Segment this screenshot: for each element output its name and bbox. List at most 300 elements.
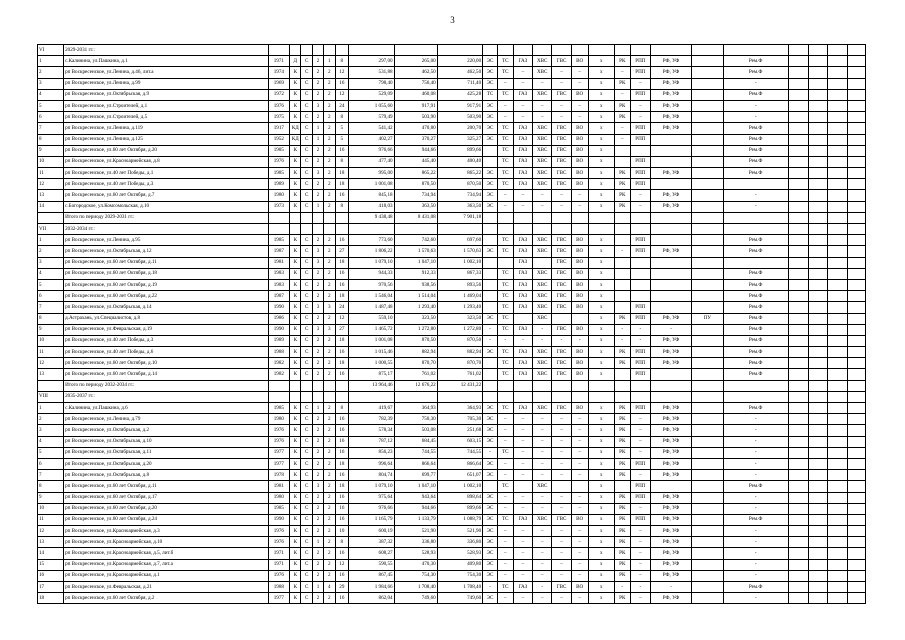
table-cell: рп Воскресенское, ул.60 лет Октября, д.24 [64, 514, 268, 525]
table-cell: ТС [497, 313, 513, 324]
table-row [38, 168, 866, 179]
table-cell: х [588, 582, 614, 593]
table-cell [692, 324, 724, 335]
table-cell: 265,00 [394, 56, 437, 67]
table-cell: 400,40 [437, 156, 482, 167]
table-cell: 24 [335, 100, 349, 111]
table-cell: С [301, 179, 312, 190]
section-title: 2029-2031 гг.: [64, 45, 268, 56]
table-cell [847, 313, 865, 324]
table-cell [828, 492, 847, 503]
table-cell: К [290, 279, 301, 290]
table-cell: 870,70 [437, 358, 482, 369]
table-cell [513, 45, 532, 56]
table-cell: ТС [497, 145, 513, 156]
table-cell: 2 [324, 559, 335, 570]
table-cell: 1975 [268, 112, 290, 123]
table-cell [692, 190, 724, 201]
table-cell: ГВС [552, 89, 571, 100]
table-cell: С [301, 347, 312, 358]
table-cell: рп Воскресенское, ул.Красноармейская, д.7, лит.а [64, 559, 268, 570]
table-cell: РК [614, 470, 630, 481]
table-cell: – [630, 526, 650, 537]
table-cell: РФ, УФ [651, 89, 692, 100]
table-cell: ГВС [552, 347, 571, 358]
table-cell: С [301, 425, 312, 436]
table-cell: 16 [335, 347, 349, 358]
table-cell: 1 293,40 [437, 302, 482, 313]
table-cell [828, 89, 847, 100]
table-cell: 12 [335, 67, 349, 78]
table-cell [614, 156, 630, 167]
table-cell [394, 224, 437, 235]
table-cell [483, 268, 498, 279]
table-cell: – [552, 436, 571, 447]
table-cell: 866,64 [394, 458, 437, 469]
table-cell: 5 [38, 100, 64, 111]
table-cell: – [513, 436, 532, 447]
table-cell [847, 246, 865, 257]
table-cell [513, 224, 532, 235]
table-cell: 1 469,04 [437, 291, 482, 302]
table-cell [828, 526, 847, 537]
table-cell: 1 015,46 [349, 347, 394, 358]
table-cell: х [588, 503, 614, 514]
table-cell [692, 156, 724, 167]
table-cell: 2 [38, 67, 64, 78]
table-cell [614, 302, 630, 313]
table-cell: х [588, 313, 614, 324]
table-row [38, 537, 866, 548]
table-cell: ЭС [483, 403, 498, 414]
table-cell [692, 503, 724, 514]
table-cell: – [497, 425, 513, 436]
table-cell [497, 257, 513, 268]
table-cell [483, 302, 498, 313]
table-cell: 2 [324, 414, 335, 425]
table-cell: - [533, 324, 552, 335]
table-cell: ТС [497, 179, 513, 190]
table-cell [847, 168, 865, 179]
table-cell [651, 369, 692, 380]
table-cell: 3 [38, 78, 64, 89]
table-cell [808, 358, 827, 369]
table-cell: - [723, 593, 788, 604]
table-cell: рп Воскресенское, ул.40 лет Победы, д.3 [64, 335, 268, 346]
table-cell: ЭС [483, 168, 498, 179]
table-cell: ГАЗ [513, 246, 532, 257]
table-cell [788, 112, 808, 123]
table-cell [808, 481, 827, 492]
table-cell [788, 156, 808, 167]
table-cell: РФ, УФ [651, 414, 692, 425]
table-cell: – [513, 503, 532, 514]
table-cell: 705,30 [437, 414, 482, 425]
table-cell [651, 134, 692, 145]
table-cell [808, 78, 827, 89]
table-cell: РПП [630, 302, 650, 313]
table-cell: – [571, 67, 588, 78]
table-cell: – [497, 201, 513, 212]
table-row [38, 358, 866, 369]
table-cell: К [290, 78, 301, 89]
table-cell: – [571, 112, 588, 123]
table-cell: – [533, 537, 552, 548]
table-cell: ВО [571, 257, 588, 268]
table-cell [808, 190, 827, 201]
section-total-value: 7 901,18 [437, 212, 482, 223]
table-cell [723, 257, 788, 268]
table-cell: 3 [312, 246, 323, 257]
table-cell: К [290, 481, 301, 492]
table-cell [692, 279, 724, 290]
table-row [38, 414, 866, 425]
table-row [38, 593, 866, 604]
table-cell: 1917 [268, 123, 290, 134]
table-cell: 761,02 [394, 369, 437, 380]
table-cell: 402,27 [349, 134, 394, 145]
table-cell [847, 526, 865, 537]
table-cell: рп Воскресенское, ул.Октябрьская, д.8 [64, 470, 268, 481]
table-cell [788, 324, 808, 335]
table-cell: ГАЗ [513, 179, 532, 190]
table-cell: 1978 [268, 470, 290, 481]
table-cell: – [552, 593, 571, 604]
table-cell: с.Калинина, ул.Пашкина, д.1 [64, 56, 268, 67]
table-cell [788, 302, 808, 313]
table-cell: - [533, 335, 552, 346]
table-cell: РПП [630, 492, 650, 503]
table-cell: РПП [630, 156, 650, 167]
table-cell [828, 403, 847, 414]
table-cell: РФ, УФ [651, 201, 692, 212]
table-cell: – [513, 100, 532, 111]
table-cell [847, 145, 865, 156]
table-cell [847, 470, 865, 481]
table-cell: 24 [335, 302, 349, 313]
table-cell [808, 89, 827, 100]
table-cell: х [588, 347, 614, 358]
table-cell: 8 [38, 481, 64, 492]
table-cell [808, 100, 827, 111]
table-cell: К [290, 201, 301, 212]
table-cell [788, 369, 808, 380]
table-cell [324, 212, 335, 223]
table-cell: Рем.Ф [723, 313, 788, 324]
table-cell [394, 45, 437, 56]
table-cell: РПП [630, 179, 650, 190]
table-cell: – [533, 201, 552, 212]
table-cell: С [301, 190, 312, 201]
table-cell: 2 [324, 526, 335, 537]
table-cell: – [497, 570, 513, 581]
table-cell: рп Воскресенское, ул.60 лет Октября, д.11 [64, 481, 268, 492]
table-cell: РК [614, 458, 630, 469]
table-cell [788, 89, 808, 100]
table-cell: – [571, 190, 588, 201]
table-cell: ГАЗ [513, 514, 532, 525]
table-cell [301, 391, 312, 402]
table-cell: 3 [38, 425, 64, 436]
table-cell [808, 403, 827, 414]
table-row [38, 470, 866, 481]
table-cell [651, 291, 692, 302]
table-cell: 8 [335, 537, 349, 548]
table-cell: С [301, 470, 312, 481]
table-cell: 1 570,63 [394, 246, 437, 257]
table-cell: – [571, 100, 588, 111]
table-cell: РФ, УФ [651, 425, 692, 436]
table-cell: ГВС [552, 246, 571, 257]
table-cell: ХВС [533, 123, 552, 134]
table-cell: х [588, 481, 614, 492]
table-cell [349, 224, 394, 235]
table-cell: 16 [335, 470, 349, 481]
table-row [38, 548, 866, 559]
table-cell: С [301, 403, 312, 414]
table-cell [349, 391, 394, 402]
table-cell [651, 156, 692, 167]
table-cell: 870,50 [437, 335, 482, 346]
table-cell: 4 [38, 436, 64, 447]
table-cell: х [588, 56, 614, 67]
table-cell: 541,42 [349, 123, 394, 134]
table-cell [828, 279, 847, 290]
table-cell: РФ, УФ [651, 112, 692, 123]
table-cell: 975,64 [349, 492, 394, 503]
table-cell: 1952 [268, 134, 290, 145]
table-cell: х [588, 324, 614, 335]
table-cell [808, 503, 827, 514]
table-cell: - [723, 492, 788, 503]
table-cell [788, 447, 808, 458]
table-cell: К [290, 458, 301, 469]
table-cell: ЭС [483, 526, 498, 537]
table-cell [692, 559, 724, 570]
table-cell [808, 347, 827, 358]
table-cell [692, 447, 724, 458]
table-row [38, 201, 866, 212]
table-row [38, 447, 866, 458]
table-cell: РК [614, 168, 630, 179]
table-cell: – [497, 78, 513, 89]
table-cell: – [513, 447, 532, 458]
table-cell: С [301, 78, 312, 89]
table-cell: 27 [335, 324, 349, 335]
table-cell [828, 78, 847, 89]
table-cell: Рем.Ф [723, 246, 788, 257]
table-cell [692, 201, 724, 212]
table-cell: – [533, 436, 552, 447]
table-cell [692, 291, 724, 302]
table-cell: 2 [324, 179, 335, 190]
table-cell: ХВС [533, 279, 552, 290]
table-cell: х [588, 201, 614, 212]
table-cell: ГВС [552, 358, 571, 369]
table-cell: 944,66 [394, 503, 437, 514]
table-cell [290, 391, 301, 402]
table-cell: – [552, 78, 571, 89]
table-cell [788, 145, 808, 156]
table-cell: ГВС [552, 369, 571, 380]
table-cell: 9 [38, 492, 64, 503]
table-cell [808, 447, 827, 458]
table-cell: – [533, 526, 552, 537]
table-cell [847, 78, 865, 89]
table-cell: х [588, 156, 614, 167]
table-cell [497, 212, 513, 223]
table-cell: ЭС [483, 179, 498, 190]
table-cell: ГВС [552, 168, 571, 179]
table-cell: ВО [571, 179, 588, 190]
table-row [38, 514, 866, 525]
table-cell: 2 [324, 492, 335, 503]
table-cell: 2 [324, 335, 335, 346]
table-cell: 3 [312, 100, 323, 111]
table-cell: 1988 [268, 582, 290, 593]
table-cell: 756,40 [394, 78, 437, 89]
table-cell: ЭС [483, 492, 498, 503]
table-cell [588, 380, 614, 391]
table-cell [301, 380, 312, 391]
table-cell: РК [614, 514, 630, 525]
table-cell: 1974 [268, 67, 290, 78]
table-cell: 2 [312, 145, 323, 156]
table-cell: - [723, 548, 788, 559]
table-cell: 529,09 [349, 89, 394, 100]
table-cell: – [552, 447, 571, 458]
table-cell [788, 425, 808, 436]
table-cell: Рем.Ф [723, 403, 788, 414]
table-cell: РК [614, 347, 630, 358]
table-cell [847, 492, 865, 503]
table-cell: К [290, 369, 301, 380]
table-cell: 4 [324, 582, 335, 593]
table-cell: ГВС [552, 134, 571, 145]
table-cell: 2 [38, 414, 64, 425]
table-cell [533, 257, 552, 268]
table-cell: х [588, 246, 614, 257]
table-cell: с.Калинина, ул.Пашкина, д.6 [64, 403, 268, 414]
table-cell: С [301, 537, 312, 548]
table-cell: – [497, 537, 513, 548]
table-cell: – [497, 414, 513, 425]
table-cell: 16 [335, 145, 349, 156]
table-cell: К [290, 425, 301, 436]
table-cell: 9 [38, 324, 64, 335]
table-cell: 336,80 [394, 537, 437, 548]
table-cell [847, 358, 865, 369]
table-cell [614, 212, 630, 223]
table-cell [630, 257, 650, 268]
table-cell [847, 112, 865, 123]
table-cell [788, 78, 808, 89]
table-cell [828, 436, 847, 447]
table-cell [552, 380, 571, 391]
table-cell: 531,88 [349, 67, 394, 78]
table-cell: – [630, 470, 650, 481]
table-cell: 1980 [268, 190, 290, 201]
table-cell [808, 559, 827, 570]
table-cell: ТС [497, 235, 513, 246]
table-cell: С [301, 235, 312, 246]
table-cell: рп Воскресенское, ул.Строителей, д.5 [64, 112, 268, 123]
table-cell: 2 [324, 291, 335, 302]
table-cell [788, 514, 808, 525]
table-cell [828, 447, 847, 458]
table-cell [651, 45, 692, 56]
table-cell: – [571, 548, 588, 559]
table-cell [692, 78, 724, 89]
table-cell: 1972 [268, 89, 290, 100]
table-cell: 2 [312, 78, 323, 89]
table-cell [552, 481, 571, 492]
table-cell: рп Воскресенское, ул.Ленина, д.125 [64, 134, 268, 145]
table-cell: 2 [324, 235, 335, 246]
table-row [38, 235, 866, 246]
table-cell: 16 [335, 414, 349, 425]
table-cell: С [301, 291, 312, 302]
table-cell [828, 291, 847, 302]
table-cell [651, 391, 692, 402]
table-cell: - [723, 414, 788, 425]
table-cell [692, 492, 724, 503]
table-cell: – [552, 100, 571, 111]
table-cell [847, 123, 865, 134]
table-cell: 470,80 [394, 123, 437, 134]
table-row [38, 112, 866, 123]
table-cell [788, 458, 808, 469]
table-cell: 3 [38, 257, 64, 268]
table-cell: х [588, 425, 614, 436]
table-cell: 2 [312, 268, 323, 279]
table-cell: ГАЗ [513, 145, 532, 156]
table-cell [723, 380, 788, 391]
table-cell: 18 [335, 358, 349, 369]
table-row [38, 268, 866, 279]
table-cell [552, 45, 571, 56]
table-cell: 2 [312, 89, 323, 100]
table-cell [788, 436, 808, 447]
table-cell: 1988 [268, 347, 290, 358]
section-total-label: Итого по периоду 2029-2031 гг.: [64, 212, 268, 223]
table-cell: – [497, 190, 513, 201]
table-cell: 16 [335, 503, 349, 514]
table-cell: 2 [312, 526, 323, 537]
table-cell [723, 45, 788, 56]
table-cell: ВО [571, 246, 588, 257]
table-cell: 734,94 [437, 190, 482, 201]
table-cell [808, 246, 827, 257]
table-cell: 2 [324, 570, 335, 581]
table-cell: 2 [312, 335, 323, 346]
table-cell [828, 190, 847, 201]
table-cell: РПП [630, 358, 650, 369]
table-row [38, 526, 866, 537]
table-cell: - [614, 324, 630, 335]
table-cell: ЭС [483, 470, 498, 481]
table-cell: ГАЗ [513, 168, 532, 179]
table-cell [692, 45, 724, 56]
table-cell: 1 487,48 [349, 302, 394, 313]
table-cell [847, 582, 865, 593]
table-cell: ТС [497, 67, 513, 78]
table-cell: РФ, УФ [651, 570, 692, 581]
table-cell: ВО [571, 168, 588, 179]
table-cell: 1 047,10 [394, 481, 437, 492]
table-cell: – [533, 458, 552, 469]
table-cell: 754,30 [394, 570, 437, 581]
